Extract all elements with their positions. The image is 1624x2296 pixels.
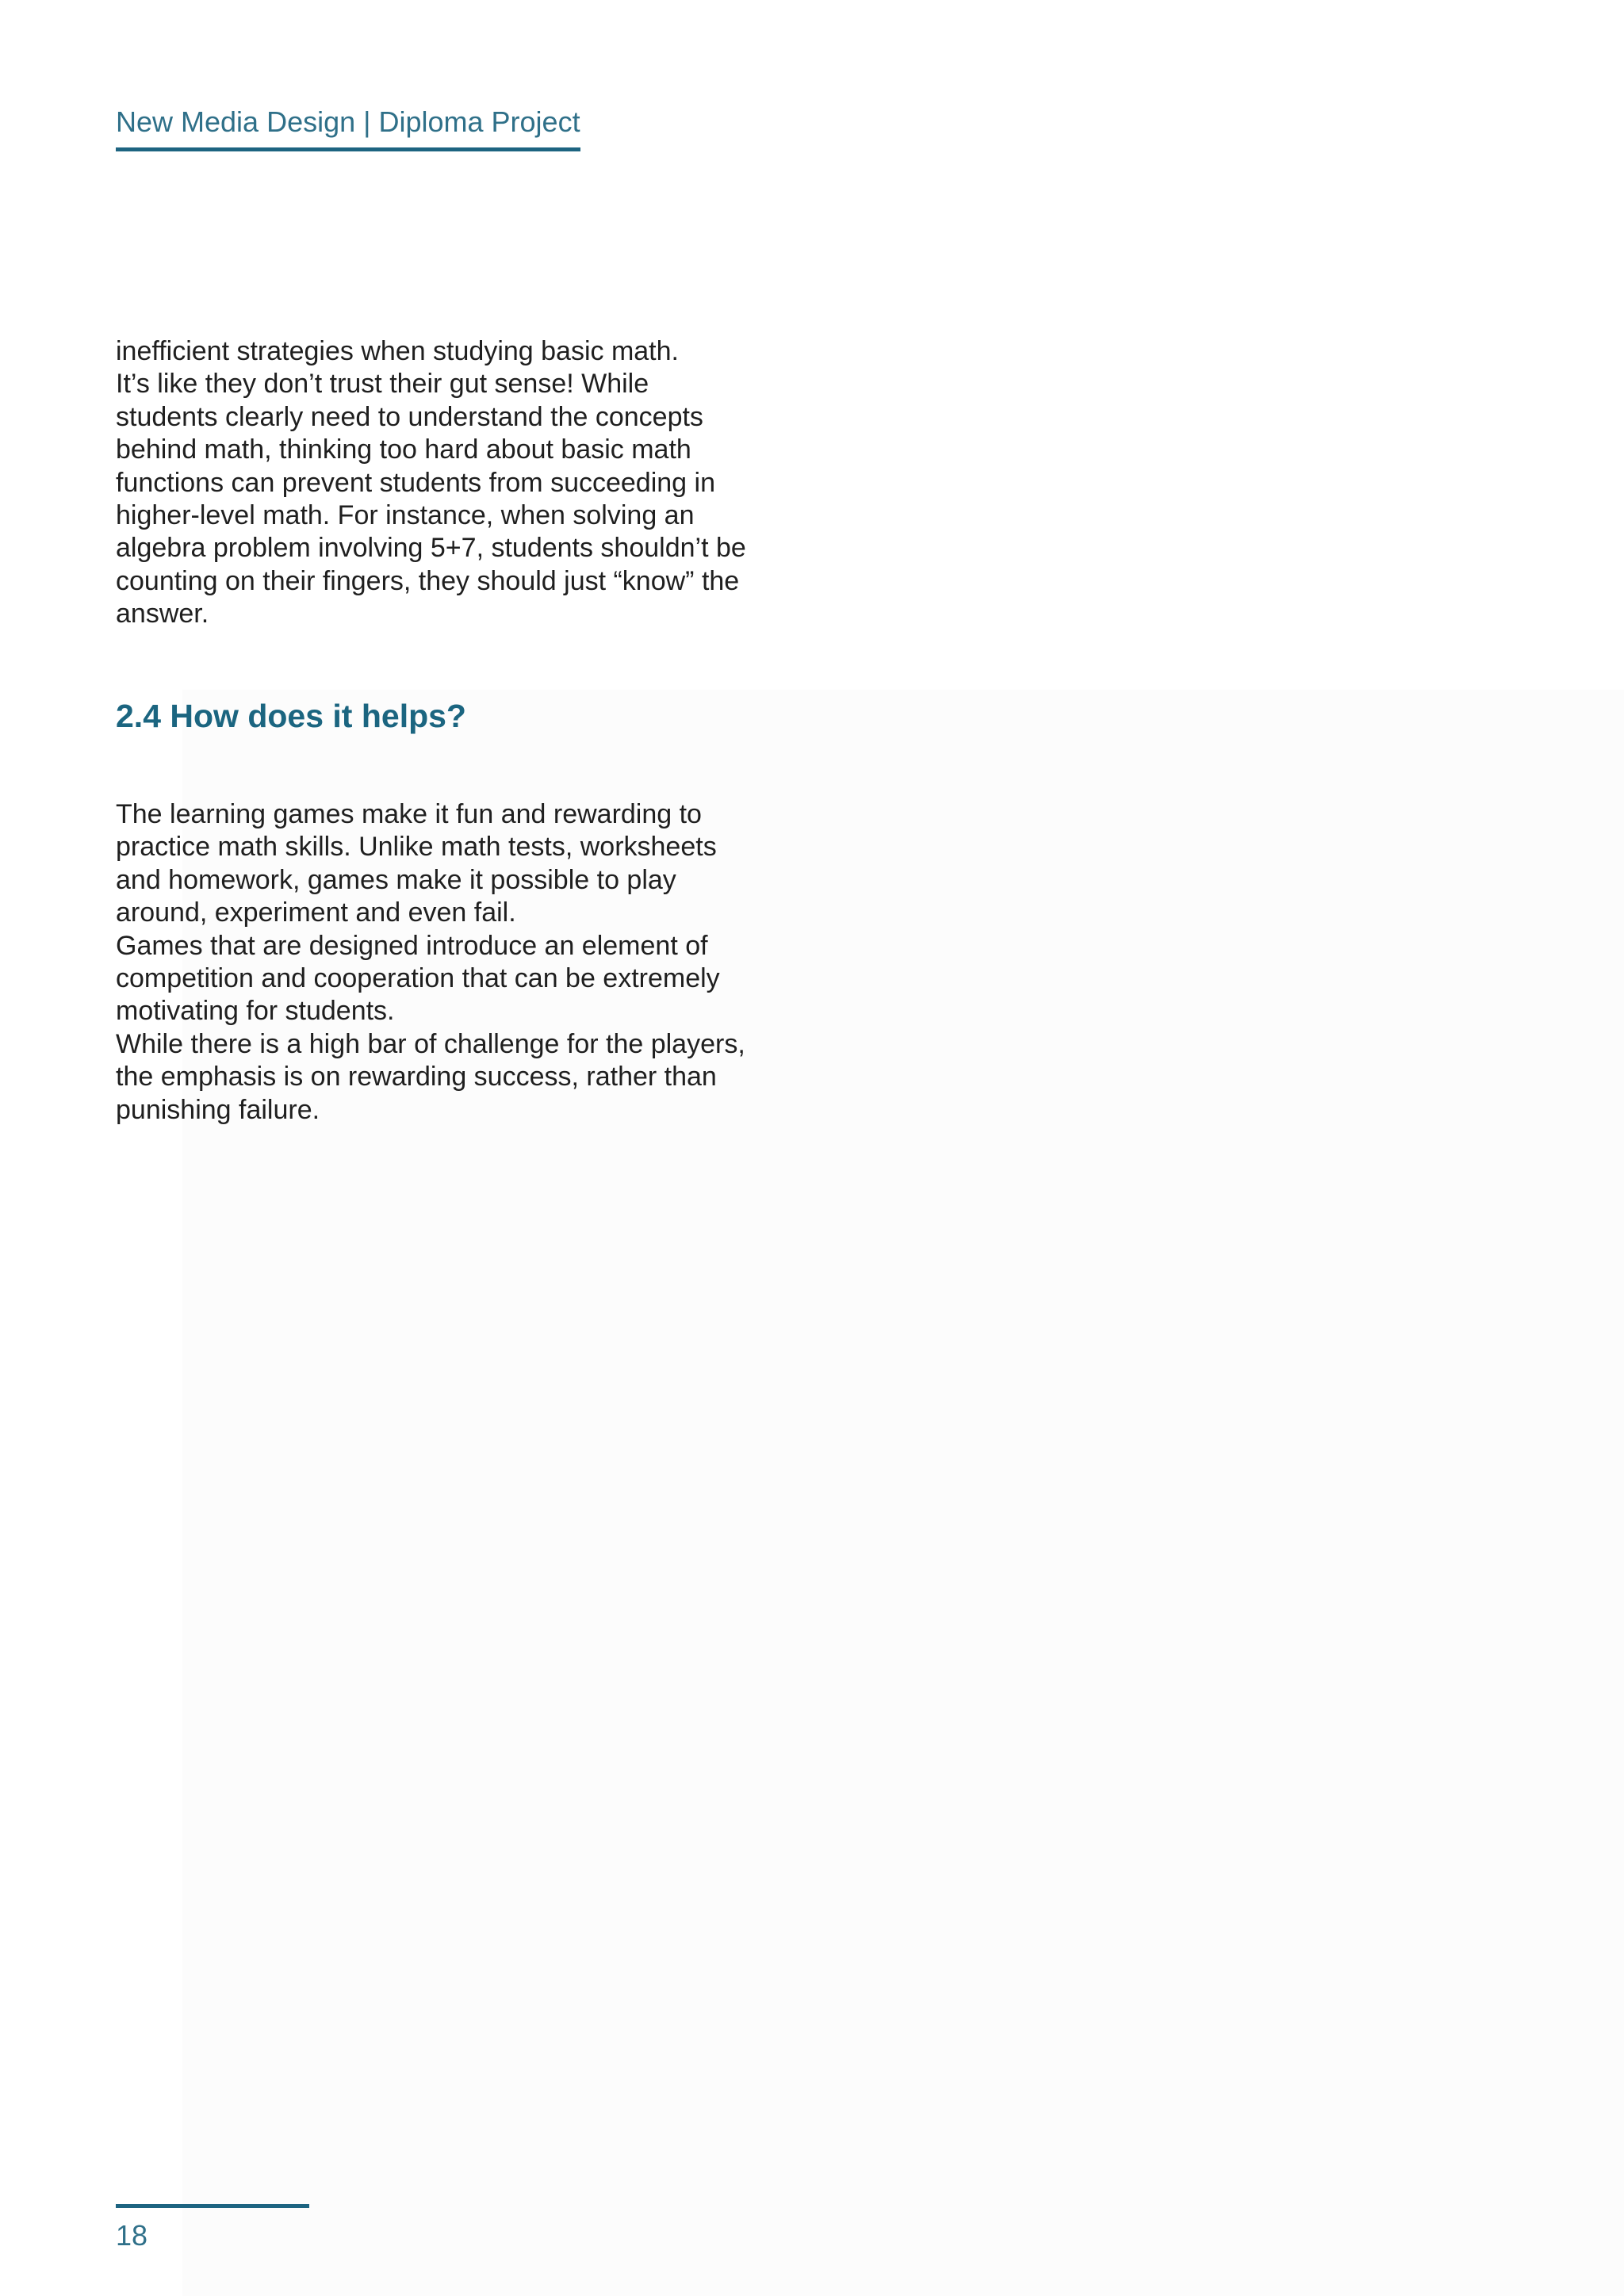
text-line: the emphasis is on rewarding success, rather than <box>116 1062 717 1093</box>
text-line: and homework, games make it possible to play <box>116 864 676 895</box>
text-line: motivating for students. <box>116 996 395 1027</box>
paragraph-intro-continued <box>116 335 766 631</box>
footer-rule <box>116 2204 309 2208</box>
text-line: counting on their fingers, they should just “know” the <box>116 565 740 596</box>
text-line: While there is a high bar of challenge for the players, <box>116 1028 745 1059</box>
text-line: functions can prevent students from succeeding in <box>116 467 715 498</box>
running-header: New Media Design | Diploma Project <box>116 103 580 151</box>
text-line: It’s like they don’t trust their gut sense! While <box>116 369 649 400</box>
text-line: Games that are designed introduce an element of <box>116 930 708 961</box>
text-line: practice math skills. Unlike math tests, worksheets <box>116 832 717 863</box>
text-line: punishing failure. <box>116 1094 320 1125</box>
paragraph-how-it-helps <box>116 798 766 1127</box>
section-heading: 2.4 How does it helps? <box>116 698 466 734</box>
text-line: algebra problem involving 5+7, students shouldn’t be <box>116 533 746 564</box>
text-line: behind math, thinking too hard about basic math <box>116 434 691 465</box>
text-line: inefficient strategies when studying basic math. <box>116 336 679 366</box>
text-line: around, experiment and even fail. <box>116 897 516 928</box>
text-line: The learning games make it fun and rewarding to <box>116 799 702 829</box>
text-line: answer. <box>116 599 209 629</box>
text-line: students clearly need to understand the concepts <box>116 401 703 432</box>
text-line: competition and cooperation that can be extremely <box>116 963 720 994</box>
text-line: higher-level math. For instance, when solving an <box>116 500 695 531</box>
page-number: 18 <box>116 2219 148 2252</box>
